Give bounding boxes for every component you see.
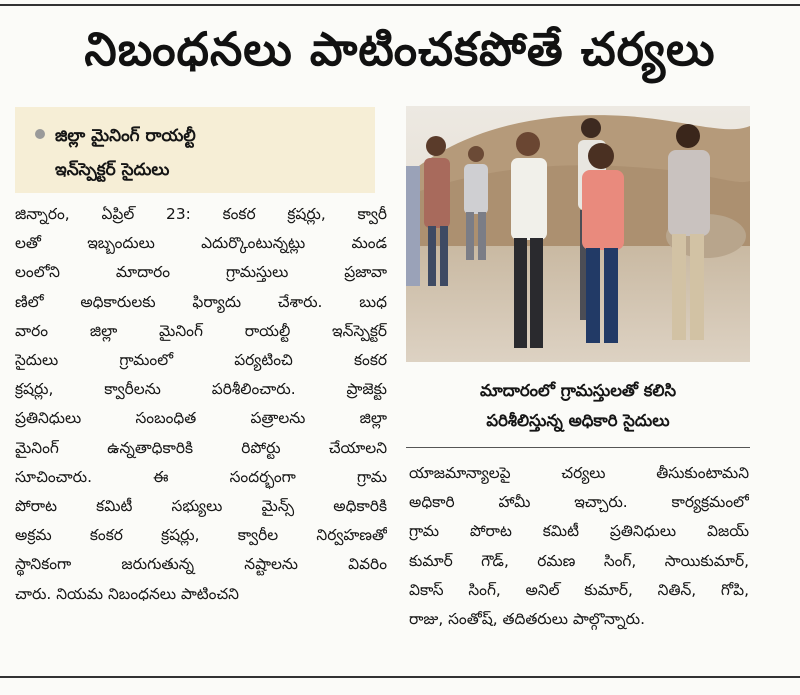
body-line: చారు. నియమ నిబంధనలు పాటించని xyxy=(15,584,239,603)
body-line: సూచించారు. ఈ సందర్భంగా గ్రామ xyxy=(15,467,387,486)
headline: నిబంధనలు పాటించకపోతే చర్యలు xyxy=(84,22,716,76)
news-photo xyxy=(406,106,750,362)
caption-line: మాదారంలో గ్రామస్తులతో కలిసి xyxy=(479,381,677,400)
subhead-line: జిల్లా మైనింగ్ రాయల్టీ xyxy=(55,126,196,146)
body-line: జిన్నారం, ఏప్రిల్ 23: కంకర క్రషర్లు, క్వారీ xyxy=(15,205,387,223)
photo-officials-inspecting-quarry-icon xyxy=(406,106,750,362)
bullet-icon xyxy=(35,129,45,139)
caption-rule xyxy=(406,447,750,448)
body-line: కుమార్ గౌడ్, రమణ సింగ్, సాయికుమార్, xyxy=(409,551,749,570)
body-line: మైనింగ్ ఉన్నతాధికారికి రిపోర్టు చేయాలని xyxy=(15,438,387,457)
top-rule xyxy=(0,4,800,6)
body-line: పోరాట కమిటీ సభ్యులు మైన్స్ అధికారికి xyxy=(15,497,387,516)
subhead-box xyxy=(15,107,375,193)
body-line: ణిలో అధికారులకు ఫిర్యాదు చేశారు. బుధ xyxy=(15,292,387,311)
caption-line: పరిశీలిస్తున్న అధికారి సైదులు xyxy=(486,411,670,430)
subhead-line: ఇన్‌స్పెక్టర్ సైదులు xyxy=(55,160,170,180)
body-line: వికాస్ సింగ్, అనిల్ కుమార్, నితిన్, గోపి, xyxy=(409,580,749,599)
body-line: క్రషర్లు, క్వారీలను పరిశీలించారు. ప్రాజెక్టు xyxy=(15,380,387,399)
article-body-left xyxy=(15,200,387,609)
body-line: గ్రామ పోరాట కమిటీ ప్రతినిధులు విజయ్ xyxy=(409,522,749,541)
body-line: యాజమాన్యాలపై చర్యలు తీసుకుంటామని xyxy=(409,464,749,482)
body-line: స్థానికంగా జరుగుతున్న నష్టాలను వివరిం xyxy=(15,555,387,574)
body-line: వారం జిల్లా మైనింగ్ రాయల్టీ ఇన్‌స్పెక్టర్ xyxy=(15,321,387,340)
body-line: లంలోని మాదారం గ్రామస్తులు ప్రజావా xyxy=(15,263,387,282)
body-line: అక్రమ కంకర క్రషర్లు, క్వారీల నిర్వహణతో xyxy=(15,526,387,545)
body-line: అధికారి హామీ ఇచ్చారు. కార్యక్రమంలో xyxy=(409,493,749,512)
body-line: సైదులు గ్రామంలో పర్యటించి కంకర xyxy=(15,351,387,370)
article-body-right xyxy=(409,459,749,634)
body-line: రాజు, సంతోష్, తదితరులు పాల్గొన్నారు. xyxy=(409,610,645,629)
photo-caption xyxy=(406,376,750,436)
body-line: ప్రతినిధులు సంబంధిత పత్రాలను జిల్లా xyxy=(15,409,387,428)
body-line: లతో ఇబ్బందులు ఎదుర్కొంటున్నట్లు మండ xyxy=(15,234,387,253)
bottom-rule xyxy=(0,676,800,678)
